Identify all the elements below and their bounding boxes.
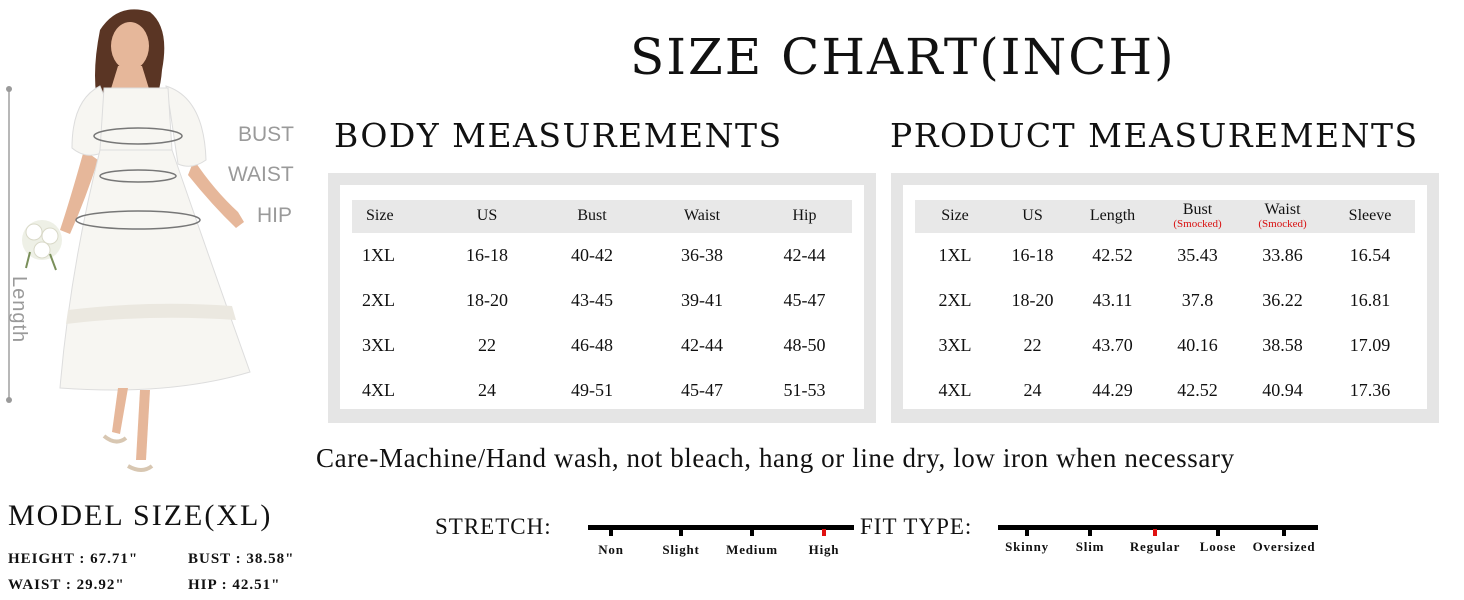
stretch-tick-medium [750,529,754,536]
column-header-us: US [476,207,498,225]
column-header-waist-label: Waist [1264,201,1301,219]
fit-type-tick-loose [1216,529,1220,536]
body-measurements-table [352,200,852,413]
cell-sleeve: 17.09 [1349,335,1391,355]
table-row [352,323,852,368]
fit-type-option-oversized: Oversized [1252,539,1316,554]
hip-label: HIP [257,204,293,227]
column-header-us: US [1022,207,1043,225]
model-figure [0,0,310,480]
cell-bust: 43-45 [571,290,613,310]
fit-type-option-regular: Regular [1129,539,1181,554]
cell-size: 2XL [362,290,395,310]
cell-us: 18-20 [466,290,508,310]
cell-size: 3XL [362,335,395,355]
stretch-option-slight: Slight [662,542,700,557]
cell-us: 22 [1023,335,1042,355]
cell-bust: 49-51 [571,380,613,400]
cell-sleeve: 17.36 [1349,380,1391,400]
stretch-option-high: High [808,542,840,557]
care-instructions: Care-Machine/Hand wash, not bleach, hang or line dry, low iron when necessary [316,443,1235,473]
cell-length: 42.52 [1092,245,1133,265]
cell-hip: 45-47 [783,290,826,310]
stretch-scale-bar [588,525,854,530]
smocked-note: (Smocked) [1173,218,1222,231]
cell-waist: 39-41 [681,290,723,310]
fit-type-tick-slim [1088,529,1092,536]
cell-waist: 38.58 [1262,335,1303,355]
product-measurements-heading: PRODUCT MEASUREMENTS [890,116,1419,155]
fit-type-option-loose: Loose [1199,539,1237,554]
model-size-title: MODEL SIZE(XL) [8,499,273,532]
cell-us: 16-18 [466,245,508,265]
cell-us: 24 [1023,380,1042,400]
bust-label: BUST [238,123,295,146]
cell-hip: 51-53 [783,380,826,400]
fit-type-tick-regular [1153,529,1157,536]
cell-waist: 36-38 [681,245,723,265]
column-header-bust [1155,200,1240,233]
table-row [915,368,1415,413]
cell-size: 4XL [938,380,972,400]
cell-bust: 37.8 [1181,290,1214,310]
cell-length: 44.29 [1092,380,1133,400]
column-header-size: Size [366,207,394,225]
table-header-row [352,200,852,233]
column-header-waist [1240,200,1325,233]
product-measurements-table [915,200,1415,413]
fit-type-tick-skinny [1025,529,1029,536]
cell-us: 16-18 [1011,245,1054,265]
cell-size: 4XL [362,380,395,400]
fit-type-option-slim: Slim [1075,539,1105,554]
stretch-tick-high [822,529,826,536]
cell-bust: 42.52 [1177,380,1218,400]
cell-size: 1XL [362,245,395,265]
cell-length: 43.70 [1092,335,1133,355]
column-header-sleeve: Sleeve [1348,207,1392,225]
table-row [352,278,852,323]
fit-type-tick-oversized [1282,529,1286,536]
column-header-size: Size [941,207,969,225]
cell-waist: 45-47 [681,380,723,400]
product-measurements-panel [891,173,1439,423]
fit-type-option-skinny: Skinny [1005,539,1049,554]
cell-hip: 42-44 [783,245,826,265]
cell-size: 3XL [938,335,972,355]
cell-waist: 40.94 [1262,380,1303,400]
body-measurements-panel [328,173,876,423]
column-header-hip: Hip [792,207,817,225]
stretch-tick-non [609,529,613,536]
cell-waist: 36.22 [1262,290,1303,310]
cell-length: 43.11 [1092,290,1133,310]
cell-bust: 46-48 [571,335,613,355]
cell-waist: 42-44 [681,335,723,355]
model-illustration [0,0,310,480]
table-row [352,368,852,413]
column-header-length: Length [1089,207,1136,225]
table-header-row [915,200,1415,233]
cell-sleeve: 16.81 [1349,290,1391,310]
cell-hip: 48-50 [783,335,826,355]
column-header-bust: Bust [577,207,607,225]
model-waist: WAIST : 29.92" [8,577,125,593]
stretch-tick-slight [679,529,683,536]
cell-us: 18-20 [1011,290,1054,310]
model-hip: HIP : 42.51" [188,577,281,593]
column-header-bust-label: Bust [1182,201,1213,219]
table-row [915,278,1415,323]
cell-bust: 40-42 [571,245,613,265]
cell-us: 24 [478,380,496,400]
stretch-label: STRETCH: [435,514,552,539]
page-title: SIZE CHART(INCH) [630,28,1176,86]
waist-label: WAIST [228,163,294,186]
cell-us: 22 [478,335,496,355]
body-measurements-card [340,185,864,409]
stretch-option-medium: Medium [726,542,778,557]
table-row [915,233,1415,278]
cell-sleeve: 16.54 [1349,245,1391,265]
product-measurements-card [903,185,1427,409]
column-header-waist: Waist [683,207,721,225]
cell-waist: 33.86 [1262,245,1303,265]
fit-type-label: FIT TYPE: [860,514,973,539]
length-label: Length [8,276,30,344]
table-row [352,233,852,278]
model-height: HEIGHT : 67.71" [8,551,139,567]
cell-bust: 40.16 [1177,335,1218,355]
cell-size: 2XL [938,290,972,310]
model-bust: BUST : 38.58" [188,551,295,567]
body-measurements-heading: BODY MEASUREMENTS [334,116,783,155]
cell-size: 1XL [938,245,972,265]
smocked-note: (Smocked) [1258,218,1307,231]
cell-bust: 35.43 [1177,245,1218,265]
fit-type-scale-bar [998,525,1318,530]
table-row [915,323,1415,368]
stretch-option-non: Non [598,542,624,557]
